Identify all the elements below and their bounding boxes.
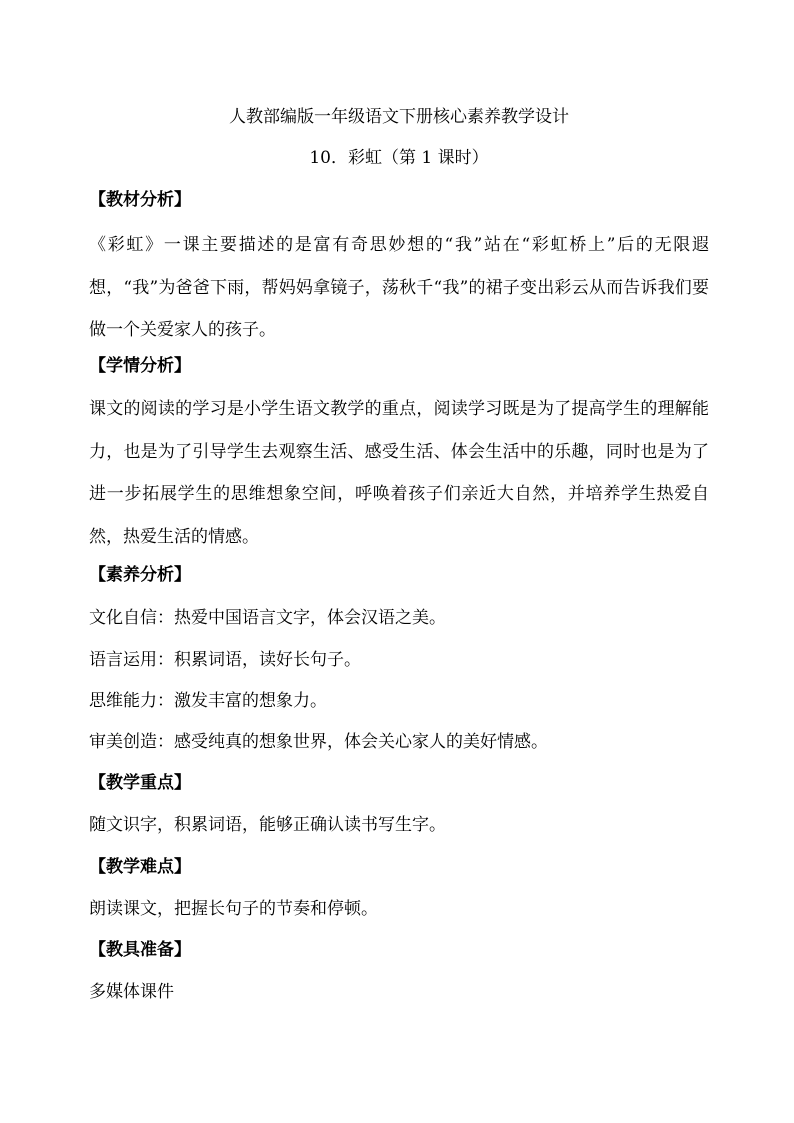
heading-key-points: 【教学重点】: [89, 773, 191, 793]
literacy-item-aesthetics: 审美创造：感受纯真的想象世界，体会关心家人的美好情感。: [89, 732, 548, 752]
literacy-item-language: 语言运用：积累词语，读好长句子。: [89, 650, 361, 670]
heading-teaching-tools: 【教具准备】: [89, 940, 191, 960]
heading-literacy-analysis: 【素养分析】: [89, 565, 191, 585]
document-title: 人教部编版一年级语文下册核心素养教学设计: [229, 107, 569, 127]
teaching-tools-text: 多媒体课件: [89, 982, 174, 1002]
heading-student-analysis: 【学情分析】: [89, 356, 191, 376]
lesson-subtitle: 10．彩虹（第 1 课时）: [309, 148, 489, 168]
document-page: [89, 0, 709, 1123]
literacy-item-culture: 文化自信：热爱中国语言文字，体会汉语之美。: [89, 608, 446, 628]
paragraph-student-analysis: 课文的阅读的学习是小学生语文教学的重点，阅读学习既是为了提高学生的理解能力，也是为了引导学生去观察生活、感受生活、体会生活中的乐趣，同时也是为了进一步拓展学生的思维想象空间，呼唤着孩子们亲近大自然，并培养学生热爱自然，热爱生活的情感。: [89, 399, 709, 547]
heading-material-analysis: 【教材分析】: [89, 190, 191, 210]
literacy-item-thinking: 思维能力：激发丰富的想象力。: [89, 691, 327, 711]
heading-difficulties: 【教学难点】: [89, 857, 191, 877]
paragraph-material-analysis: 《彩虹》一课主要描述的是富有奇思妙想的“我”站在“彩虹桥上”后的无限遐想，“我”为爸爸下雨，帮妈妈拿镜子，荡秋千“我”的裙子变出彩云从而告诉我们要做一个关爱家人的孩子。: [89, 235, 709, 340]
key-points-text: 随文识字，积累词语，能够正确认读书写生字。: [89, 815, 446, 835]
difficulties-text: 朗读课文，把握长句子的节奏和停顿。: [89, 899, 378, 919]
